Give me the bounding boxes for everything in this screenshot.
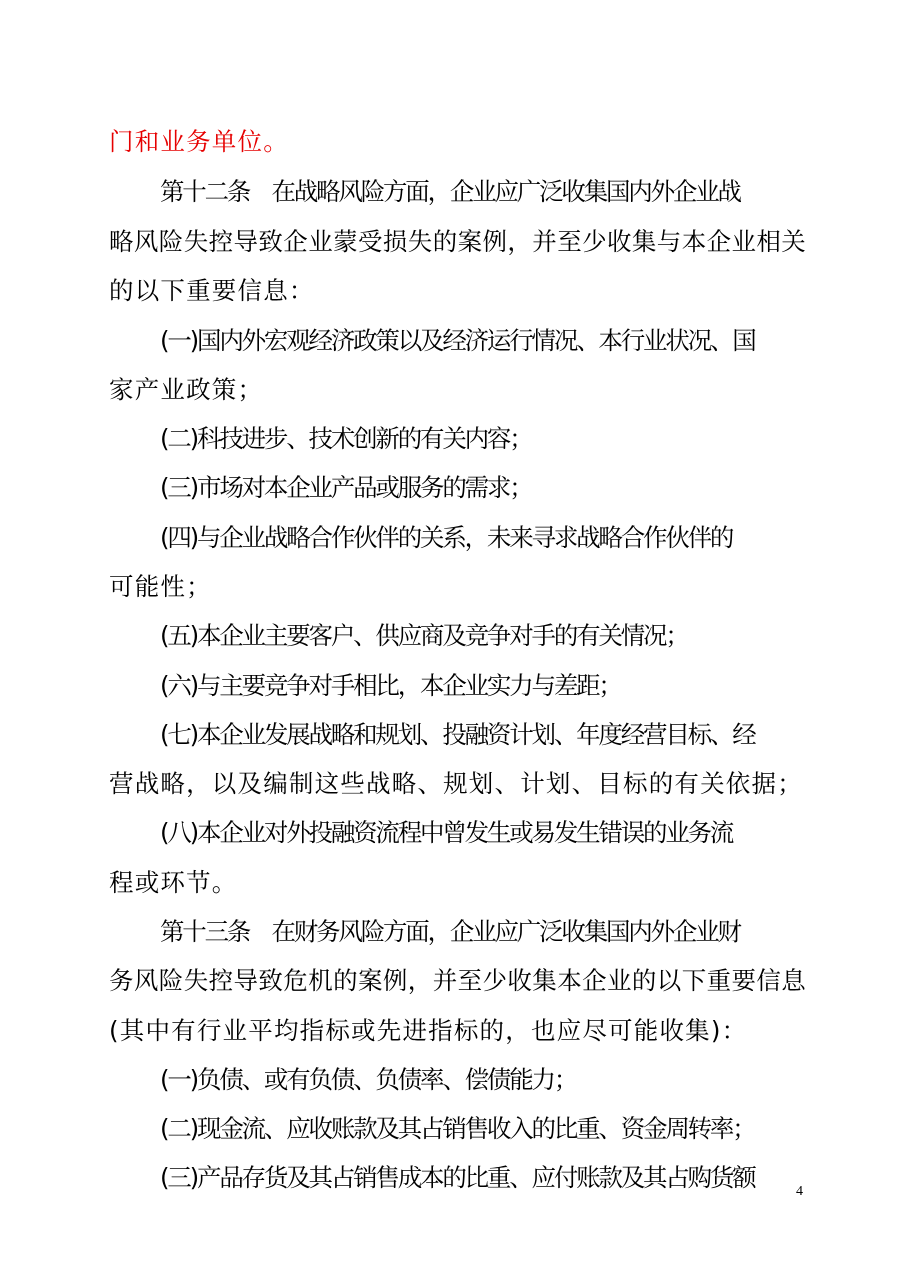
text-line: 营战略，以及编制这些战略、规划、计划、目标的有关依据；	[109, 769, 803, 798]
list-item-5: (五)本企业主要客户、供应商及竞争对手的有关情况；	[160, 621, 688, 650]
text-line: (其中有行业平均指标或先进指标的，也应尽可能收集)：	[109, 1016, 748, 1045]
text-line: 家产业政策；	[109, 375, 264, 404]
text-line: 可能性；	[109, 572, 212, 601]
text-line: 务风险失控导致危机的案例，并至少收集本企业的以下重要信息	[109, 966, 807, 995]
list-item-3: (三)产品存货及其占销售成本的比重、应付账款及其占购货额	[160, 1163, 755, 1192]
list-item-3: (三)市场对本企业产品或服务的需求；	[160, 473, 532, 502]
text-line: 略风险失控导致企业蒙受损失的案例，并至少收集与本企业相关	[109, 227, 807, 256]
list-item-7: (七)本企业发展战略和规划、投融资计划、年度经营目标、经	[160, 720, 755, 749]
list-item-8: (八)本企业对外投融资流程中曾发生或易发生错误的业务流	[160, 818, 733, 847]
list-item-2: (二)现金流、应收账款及其占销售收入的比重、资金周转率；	[160, 1114, 755, 1143]
page-number: 4	[796, 1184, 803, 1199]
article-12-heading-line: 第十二条 在战略风险方面，企业应广泛收集国内外企业战	[160, 177, 740, 206]
list-item-1: (一)负债、或有负债、负债率、偿债能力；	[160, 1065, 577, 1094]
list-item-2: (二)科技进步、技术创新的有关内容；	[160, 424, 532, 453]
list-item-6: (六)与主要竞争对手相比，本企业实力与差距；	[160, 671, 621, 700]
article-13-heading-line: 第十三条 在财务风险方面，企业应广泛收集国内外企业财	[160, 917, 740, 946]
text-line-continuation: 门和业务单位。	[109, 127, 289, 156]
text-line: 的以下重要信息：	[109, 276, 315, 305]
list-item-1: (一)国内外宏观经济政策以及经济运行情况、本行业状况、国	[160, 326, 755, 355]
list-item-4: (四)与企业战略合作伙伴的关系，未来寻求战略合作伙伴的	[160, 523, 733, 552]
text-line: 程或环节。	[109, 868, 238, 897]
